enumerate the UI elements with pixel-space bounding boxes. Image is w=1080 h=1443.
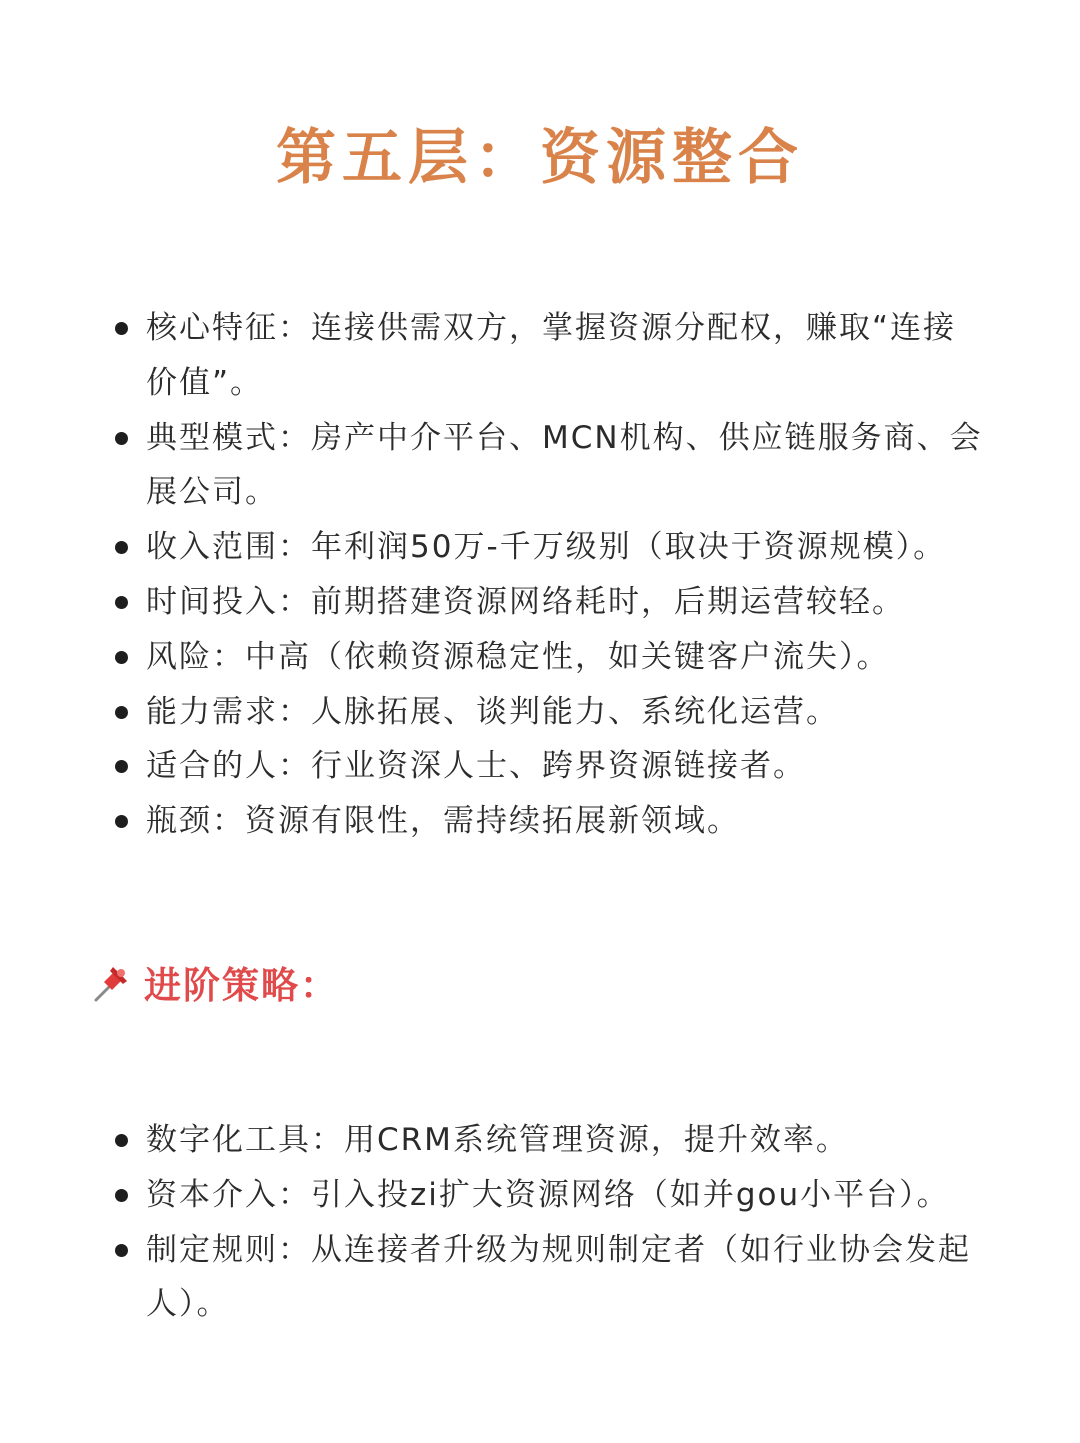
list-item-text: 风险：中高（依赖资源稳定性，如关键客户流失）。 [146,638,890,675]
list-item-text: 资本介入：引入投zi扩大资源网络（如并gou小平台）。 [146,1176,950,1213]
list-item-text: 瓶颈：资源有限性，需持续拓展新领域。 [146,803,740,840]
list-item [0,520,1080,575]
bullet-dot [115,760,128,773]
bullet-dot [115,1189,128,1202]
list-item [0,1113,1080,1168]
bullet-dot [115,432,128,445]
list-item [0,1168,1080,1223]
bullet-dot [115,596,128,609]
list-item-text: 制定规则：从连接者升级为规则制定者（如行业协会发起人）。 [146,1231,971,1323]
list-item [0,575,1080,630]
bullet-dot [115,541,128,554]
bullet-dot [115,322,128,335]
features-list [0,301,1080,849]
list-item-text: 数字化工具：用CRM系统管理资源，提升效率。 [146,1122,849,1158]
bullet-dot [115,706,128,719]
list-item [0,630,1080,685]
list-item-text: 典型模式：房产中介平台、MCN机构、供应链服务商、会展公司。 [146,419,983,511]
list-item [0,794,1080,849]
list-item-text: 核心特征：连接供需双方，掌握资源分配权，赚取“连接价值”。 [146,310,957,401]
list-item [0,301,1080,411]
pushpin-icon [90,960,134,1004]
list-item [0,1223,1080,1333]
list-item-text: 收入范围：年利润50万-千万级别（取决于资源规模）。 [146,529,947,566]
list-item [0,739,1080,794]
strategies-list [0,1113,1080,1332]
list-item-text: 时间投入：前期搭建资源网络耗时，后期运营较轻。 [146,583,905,620]
list-item-text: 能力需求：人脉拓展、谈判能力、系统化运营。 [146,693,839,730]
bullet-dot [115,1244,128,1257]
bullet-dot [115,815,128,828]
list-item [0,685,1080,740]
bullet-dot [115,651,128,664]
page-title: 第五层：资源整合 [276,123,804,193]
list-item [0,411,1080,521]
list-item-text: 适合的人：行业资深人士、跨界资源链接者。 [146,748,806,785]
strategy-heading [90,954,339,1010]
strategy-heading-label: 进阶策略： [144,964,339,1007]
bullet-dot [115,1134,128,1147]
